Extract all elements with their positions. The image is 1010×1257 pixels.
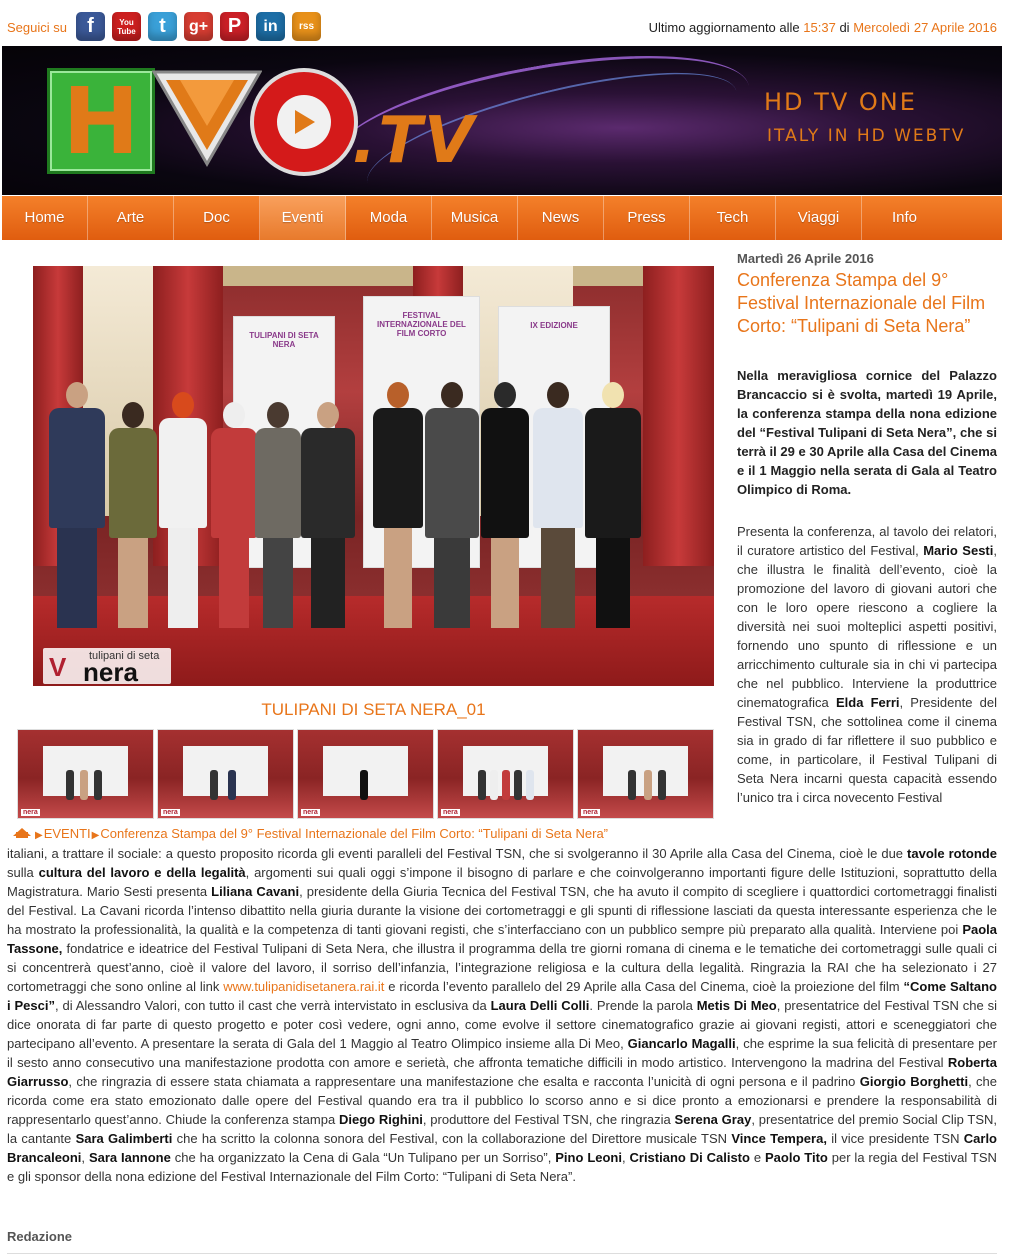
thumb-person xyxy=(658,770,666,800)
thumb-person xyxy=(490,770,498,800)
text-run: per la regia del Festival TSN e gli sponsor della nona edizione del Festival Internazionale del Film Corto: “Tulipani di Seta Nera”. xyxy=(7,1150,997,1184)
person-name: Giorgio Borghetti xyxy=(859,1074,969,1089)
site-header xyxy=(2,46,1002,195)
thumb-person xyxy=(514,770,522,800)
gallery-thumb-5[interactable] xyxy=(577,729,714,819)
gallery-thumb-4[interactable] xyxy=(437,729,574,819)
thumb-label: nera xyxy=(443,809,458,816)
person-name: Giancarlo Magalli xyxy=(627,1036,736,1051)
person-name: Sara Iannone xyxy=(88,1150,171,1165)
banner-title-left: TULIPANI DI SETA NERA xyxy=(249,331,319,349)
nav-news[interactable]: News xyxy=(518,196,604,240)
person-name: Metis Di Meo xyxy=(696,998,777,1013)
breadcrumb-eventi[interactable]: EVENTI xyxy=(43,826,91,841)
nav-tech[interactable]: Tech xyxy=(690,196,776,240)
watermark-small-text: tulipani di seta xyxy=(89,650,160,662)
person-name: Diego Righini xyxy=(338,1112,423,1127)
person-name: Paolo Tito xyxy=(764,1150,828,1165)
nav-info[interactable]: Info xyxy=(891,209,918,226)
watermark-tulip-icon: V xyxy=(49,652,67,682)
person-name: Elda Ferri xyxy=(835,695,900,710)
text-run: sulla xyxy=(7,865,34,880)
tagline-secondary: ITALY IN HD WEBTV xyxy=(767,126,966,146)
text-run: , presentatrice del Festival TSN che si dice onorata di far parte di questo progetto e poter così vedere, ogni anno, come evolve il settore cinematografico grazie ai giovani registi, attori e sceneggiatori che partecipano all’evento. A presentare la serata di Gala del 1 Maggio al Teatro Olimpico insieme alla Di Meo, xyxy=(7,998,997,1051)
updated-di: di xyxy=(839,20,850,35)
thumb-person xyxy=(228,770,236,800)
photo-person xyxy=(211,402,257,628)
gallery-thumb-2[interactable] xyxy=(157,729,294,819)
watermark-big-text: nera xyxy=(83,657,138,686)
home-icon[interactable] xyxy=(13,826,34,841)
rss-icon[interactable]: rss xyxy=(292,12,321,41)
person-name: Liliana Cavani xyxy=(211,884,300,899)
updated-prefix: Ultimo aggiornamento alle xyxy=(648,20,800,35)
thumb-person xyxy=(628,770,636,800)
logo-tv-text: .TV xyxy=(352,104,476,178)
nav-viaggi[interactable]: Viaggi xyxy=(776,196,862,240)
pinterest-icon[interactable]: P xyxy=(220,12,249,41)
breadcrumb xyxy=(13,826,608,841)
top-bar xyxy=(0,0,1010,46)
twitter-icon[interactable]: t xyxy=(148,12,177,41)
text-run: e xyxy=(753,1150,762,1165)
thumb-label: nera xyxy=(583,809,598,816)
highlight: cultura del lavoro e della legalità xyxy=(38,865,246,880)
gallery-main-image[interactable] xyxy=(33,266,714,686)
text-run: italiani, a trattare il sociale: a questo proposito ricorda gli eventi paralleli del Festival TSN, che si svolgeranno il 30 Aprile alla Casa del Cinema, cioè le due xyxy=(7,846,904,861)
photo-person xyxy=(373,382,423,628)
photo-person xyxy=(585,382,641,628)
text-run: Presenta la conferenza, al tavolo dei relatori, il curatore artistico del Festival, xyxy=(737,524,997,558)
text-run: , produttore del Festival TSN, che ringrazia xyxy=(422,1112,671,1127)
thumb-person xyxy=(210,770,218,800)
film-title: “Come Saltano i Pesci” xyxy=(7,979,997,1013)
tagline-primary: HD TV ONE xyxy=(764,88,917,116)
highlight: tavole rotonde xyxy=(907,846,997,861)
thumb-person xyxy=(66,770,74,800)
person-name: Sara Galimberti xyxy=(75,1131,173,1146)
banner-text-center: FESTIVAL INTERNAZIONALE DEL FILM CORTO xyxy=(377,311,466,338)
photo-person xyxy=(301,402,355,628)
thumb-banner xyxy=(183,746,268,796)
text-run: . Prende la parola xyxy=(589,998,693,1013)
thumb-person xyxy=(644,770,652,800)
nav-press[interactable]: Press xyxy=(604,196,690,240)
person-name: Pino Leoni xyxy=(555,1150,622,1165)
updated-time: 15:37 xyxy=(803,20,836,35)
breadcrumb-separator-icon: ▶ xyxy=(35,830,43,841)
text-run: che ha organizzato la Cena di Gala “Un Tulipano per un Sorriso”, xyxy=(174,1150,552,1165)
nav-arte[interactable]: Arte xyxy=(88,196,174,240)
person-name: Cristiano Di Calisto xyxy=(629,1150,750,1165)
photo-watermark-logo xyxy=(43,648,171,684)
text-run: , xyxy=(621,1150,626,1165)
thumb-label: nera xyxy=(23,809,38,816)
person-name: Carlo Brancaleoni xyxy=(7,1131,997,1165)
tulipani-site-link[interactable]: www.tulipanidisetanera.rai.it xyxy=(223,979,385,994)
thumb-person xyxy=(478,770,486,800)
text-run: , che illustra le finalità dell’evento, cioè la promozione del lavoro di giovani autori che con le loro opere riescono a cogliere la diversità nei suoi molteplici aspetti positivi, fornendo uno spunto di riflessione e un arricchimento culturale sia in chi vi partecipa che nel pubblico. Interviene la produttrice cinematografica xyxy=(737,543,997,710)
youtube-icon[interactable]: You Tube xyxy=(112,12,141,41)
breadcrumb-separator-icon: ▶ xyxy=(91,830,100,841)
logo-h-letter: H xyxy=(47,68,155,174)
last-updated xyxy=(649,20,997,35)
main-nav xyxy=(2,196,1002,240)
text-run: , che esprime la sua felicità di presentare per il sesto anno consecutivo una manifestazione prodotta con amore e serietà, che affronta tematiche difficili in modo artistico. Intervengono la madrina del Festival xyxy=(7,1036,997,1070)
article-body xyxy=(7,844,997,1186)
gallery-caption: TULIPANI DI SETA NERA_01 xyxy=(261,700,486,719)
divider xyxy=(7,1253,997,1254)
banner-edition-right: IX EDIZIONE xyxy=(530,321,578,330)
breadcrumb-current: Conferenza Stampa del 9° Festival Internazionale del Film Corto: “Tulipani di Seta Nera” xyxy=(100,826,608,841)
person-name: Paola Tassone, xyxy=(7,922,997,956)
nav-moda[interactable]: Moda xyxy=(346,196,432,240)
person-name: Mario Sesti xyxy=(923,543,994,558)
photo-person xyxy=(109,402,157,628)
text-run: , che ringrazia di essere stata chiamata a rappresentare una manifestazione che esalta e racconta l’unicità di ogni persona e il padrino xyxy=(68,1074,856,1089)
nav-musica[interactable]: Musica xyxy=(432,196,518,240)
person-name: Vince Tempera, xyxy=(731,1131,827,1146)
photo-person xyxy=(533,382,583,628)
text-run: il vice presidente TSN xyxy=(831,1131,960,1146)
thumb-person xyxy=(360,770,368,800)
photo-person xyxy=(49,382,105,628)
person-name: Laura Delli Colli xyxy=(490,998,590,1013)
text-run: che ha scritto la colonna sonora del Festival, con la collaborazione del Direttore musicale TSN xyxy=(176,1131,728,1146)
text-run: , di Alessandro Valori, con tutto il cast che verrà intervistato in esclusiva da xyxy=(54,998,487,1013)
text-run: fondatrice e ideatrice del Festival Tulipani di Seta Nera, che illustra il programma della tre giorni romana di cinema e le tematiche dei cortometraggi sulle quali ci si concentrerà quest’anno, cioè il valore del lavoro, il sorriso dell’infanzia, l’integrazione religiosa e la cultura della legalità. Ringrazia la RAI che ha selezionato i 27 cortometraggi che sono online al link xyxy=(7,941,997,994)
text-run: , che ricorda come era stato emozionato dalle opere del Festival quando era tra il pubblico lo scorso anno e si dice pronto a emozionarsi e prendere la responsabilità di rappresentarlo quest’anno. Chiude la conferenza stampa xyxy=(7,1074,997,1127)
article-date: Martedì 26 Aprile 2016 xyxy=(737,251,874,266)
article-lead: Nella meravigliosa cornice del Palazzo Brancaccio si è svolta, martedì 19 Aprile, la conferenza stampa della nona edizione del “Festival Tulipani di Seta Nera”, che si terrà il 29 e 30 Aprile alla Casa del Cinema e il 1 Maggio nella serata di Gala al Teatro Olimpico di Roma. xyxy=(737,368,997,497)
gallery-thumb-1[interactable] xyxy=(17,729,154,819)
thumb-person xyxy=(526,770,534,800)
logo-t-triangle xyxy=(152,68,262,168)
nav-doc[interactable]: Doc xyxy=(174,196,260,240)
nav-home[interactable]: Home xyxy=(2,196,88,240)
photo-person xyxy=(159,392,207,628)
text-run: , argomenti sui quali oggi s’impone il bisogno di parlare e che coinvolgeranno importanti figure delle Istituzioni, soprattutto della Magistratura. Mario Sesti presenta xyxy=(7,865,997,899)
thumb-person xyxy=(80,770,88,800)
article-author: Redazione xyxy=(7,1229,73,1244)
logo-play-icon xyxy=(250,68,358,176)
follow-label: Seguici su xyxy=(7,20,67,35)
photo-person xyxy=(255,402,301,628)
linkedin-icon[interactable]: in xyxy=(256,12,285,41)
photo-drape xyxy=(643,266,714,566)
person-name: Serena Gray xyxy=(674,1112,752,1127)
text-run: , presidente della Giuria Tecnica del Festival TSN, che ha avuto il compito di scegliere i quattordici cortometraggi finalisti del Festival. La Cavani ricorda l’intenso dibattito nella giuria durante la visione dei cortometraggi e gli spunti di riflessione lasciati da questa interessante esperienza che le ha mostrato la professionalità, la qualità e la competenza di tanti giovani registi, che s’interfacciano con un pubblico sempre più preparato alla qualità. Interviene poi xyxy=(7,884,997,937)
text-run: , presentatrice del premio Social Clip TSN, la cantante xyxy=(7,1112,997,1146)
text-run: e ricorda l’evento parallelo del 29 Aprile alla Casa del Cinema, cioè la proiezione del film xyxy=(384,979,900,994)
photo-person xyxy=(425,382,479,628)
thumb-label: nera xyxy=(303,809,318,816)
google-plus-icon[interactable]: g+ xyxy=(184,12,213,41)
facebook-icon[interactable]: f xyxy=(76,12,105,41)
nav-eventi[interactable]: Eventi xyxy=(260,196,346,240)
thumb-person xyxy=(502,770,510,800)
text-run: , xyxy=(81,1150,86,1165)
thumb-person xyxy=(94,770,102,800)
updated-date: Mercoledì 27 Aprile 2016 xyxy=(853,20,997,35)
thumb-label: nera xyxy=(163,809,178,816)
text-run: , Presidente del Festival TSN, che sottolinea come il cinema sia in grado di far riflettere il suo pubblico e come, in particolare, il Festival Tulipani di Seta Nera incarni questa capacità essendo l’unico tra i circa novecento Festival xyxy=(737,695,997,805)
photo-person xyxy=(481,382,529,628)
article-title: Conferenza Stampa del 9° Festival Internazionale del Film Corto: “Tulipani di Seta Nera” xyxy=(737,270,986,336)
gallery-thumb-3[interactable] xyxy=(297,729,434,819)
person-name: Roberta Giarrusso xyxy=(7,1055,997,1089)
article-side-paragraph xyxy=(737,522,997,807)
